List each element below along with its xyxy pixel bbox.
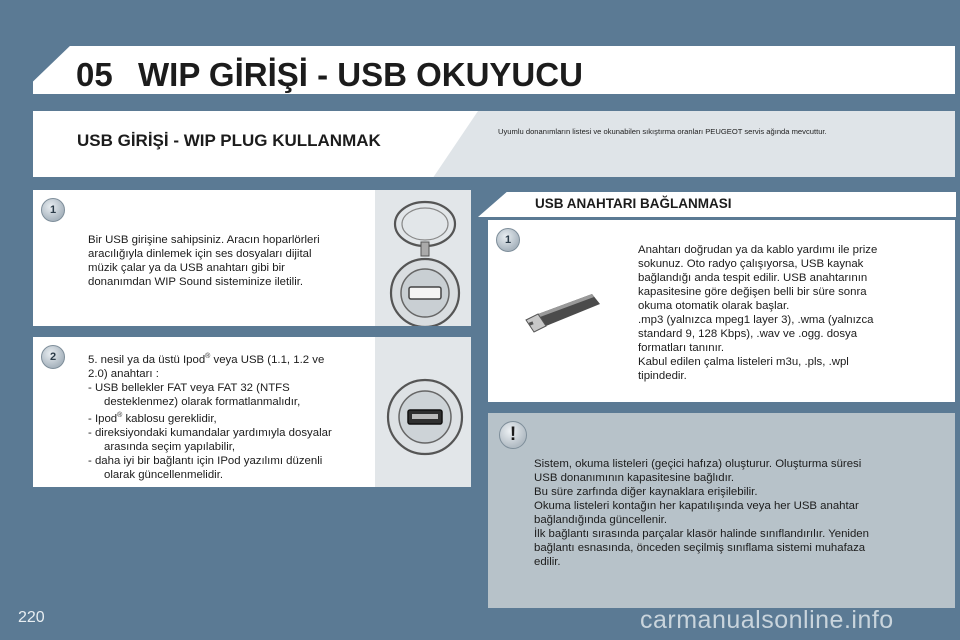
usb-stick-image [518,282,608,338]
chapter-number: 05 [76,56,113,93]
usb-key-heading: USB ANAHTARI BAĞLANMASI [535,196,732,211]
compatibility-note: Uyumlu donanımların listesi ve okunabilen sıkıştırma oranları PEUGEOT servis ağında mevcuttur. [498,127,827,136]
page-number: 220 [18,609,45,626]
section-title: USB GİRİŞİ - WIP PLUG KULLANMAK [77,131,381,150]
usb-input-description: Bir USB girişine sahipsiniz. Aracın hoparlörleri aracılığıyla dinlemek için ses dosyaları dijital müzik çalar ya da USB anahtarı gibi bir donanımdan WIP Sound sisteminize iletilir. [88,234,320,288]
usb-stick-icon [518,282,608,338]
warning-icon: ! [499,421,527,449]
playlist-warning-text: Sistem, okuma listeleri (geçici hafıza) oluşturur. Oluşturma süresi USB donanımının kapasitesine bağlıdır. Bu süre zarfında diğer kaynaklara erişilebilir. Okuma listeleri kontağın her kapatılışında veya her USB anahtar bağlandığında güncellenir. İlk bağlantı sırasında parçalar klasör halinde sınıflandırılır. Yeniden bağlantı esnasında, önceden seçilmiş sınıflama sistemi muhafaza edilir. [534,458,869,568]
page-title: WIP GİRİŞİ - USB OKUYUCU [138,56,583,93]
watermark: carmanualsonline.info [640,606,894,634]
usb-key-description: Anahtarı doğrudan ya da kablo yardımı ile prize sokunuz. Oto radyo çalışıyorsa, USB kaynak bağlandığı anda tespit edilir. USB anahtarının kapasitesine göre değişen belli bir süre sonra okuma otomatik olarak başlar. .mp3 (yalnızca mpeg1 layer 3), .wma (yalnızca standard 9, 128 Kbps), .wav ve .ogg. dosya formatları tanınır. Kabul edilen çalma listeleri m3u, .pls, .wpl tipindedir. [638,244,878,382]
step-badge-usb-1: 1 [496,228,520,252]
step-badge-2: 2 [41,345,65,369]
usb-socket-open-image [375,337,471,487]
ipod-usb-requirements: 5. nesil ya da üstü Ipod® veya USB (1.1, 1.2 ve 2.0) anahtarı : - USB bellekler FAT veya FAT 32 (NTFS desteklenmez) olarak formatlanmalıdır, - Ipod® kablosu gereklidir, - direksiyondaki kumandalar yardımıyla dosyalar arasında seçim yapılabilir, - daha iyi bir bağlantı için IPod yazılımı düzenli olarak güncellenmelidir. [88,353,332,481]
usb-socket-cover-icon [375,190,471,326]
step-badge-1: 1 [41,198,65,222]
usb-port-icon [375,337,471,487]
usb-socket-closed-image [375,190,471,326]
